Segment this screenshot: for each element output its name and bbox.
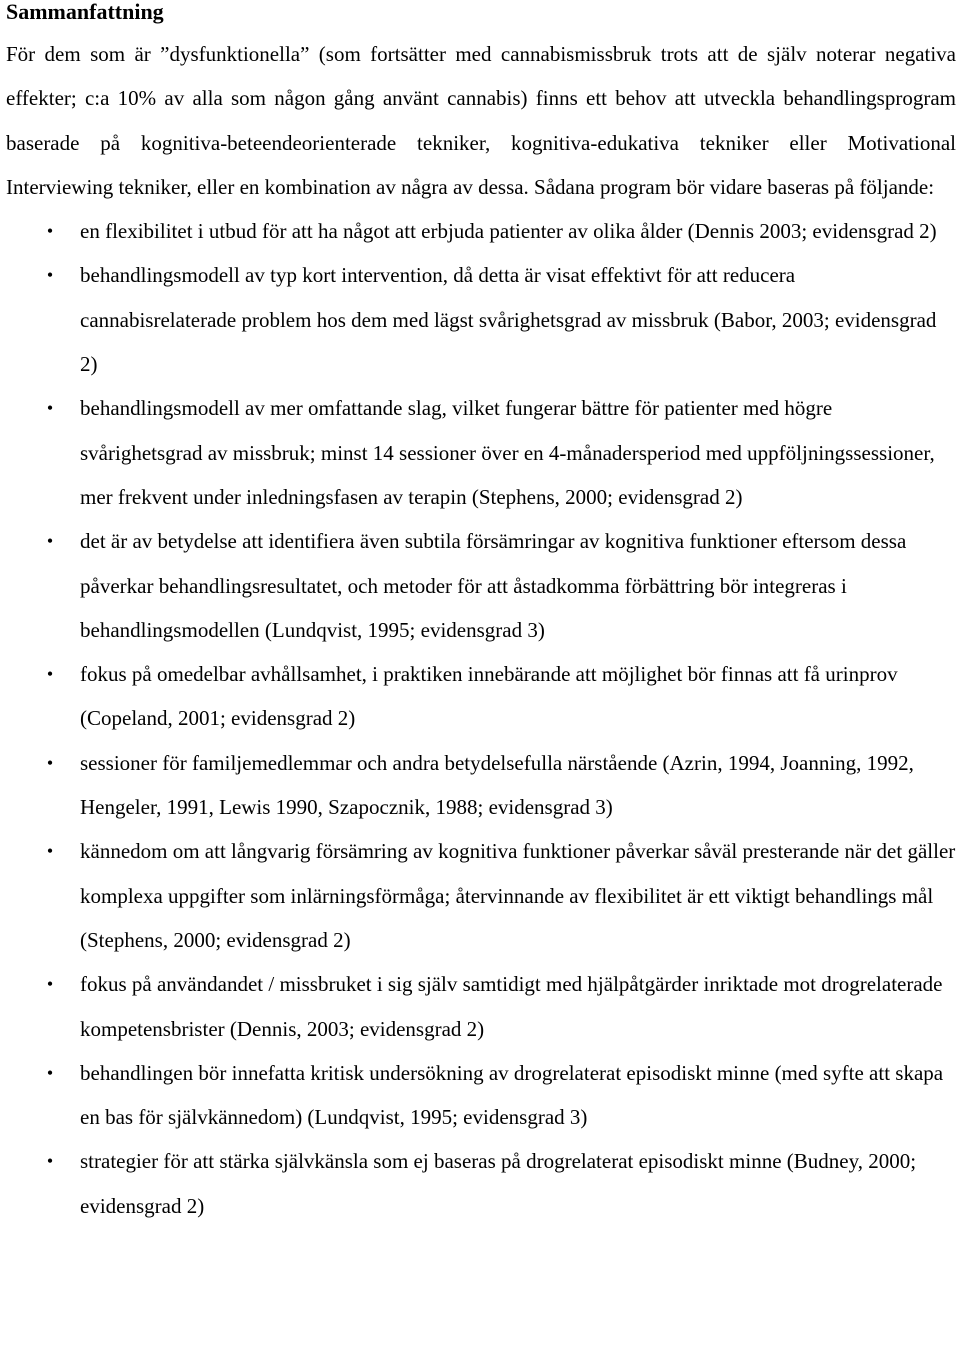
list-item	[6, 1139, 956, 1228]
list-item-text: fokus på användandet / missbruket i sig själv samtidigt med hjälpåtgärder inriktade mot drogrelaterade kompetensbrister (Dennis, 2003; evidensgrad 2)	[80, 972, 943, 1041]
section-heading: Sammanfattning	[6, 0, 164, 24]
list-item	[6, 253, 956, 386]
bullet-icon: •	[46, 664, 54, 685]
list-item-text: kännedom om att långvarig försämring av kognitiva funktioner påverkar såväl presterande när det gäller komplexa uppgifter som inlärningsförmåga; återvinnande av flexibilitet är ett viktigt behandlings mål (Stephens, 2000; evidensgrad 2)	[80, 839, 956, 952]
list-item	[6, 829, 956, 962]
list-item	[6, 519, 956, 652]
list-item-text: behandlingen bör innefatta kritisk undersökning av drogrelaterat episodiskt minne (med syfte att skapa en bas för självkännedom) (Lundqvist, 1995; evidensgrad 3)	[80, 1060, 944, 1130]
list-item	[6, 386, 956, 519]
list-item-text: det är av betydelse att identifiera även subtila försämringar av kognitiva funktioner eftersom dessa påverkar behandlingsresultatet, och metoder för att åstadkomma förbättring bör integreras i behandlingsmodellen (Lundqvist, 1995; evidensgrad 3)	[80, 529, 907, 642]
list-item	[6, 741, 956, 830]
list-item-text: behandlingsmodell av typ kort intervention, då detta är visat effektivt för att reducera cannabisrelaterade problem hos dem med lägst svårighetsgrad av missbruk (Babor, 2003; evidensgrad 2)	[80, 263, 937, 377]
bullet-icon: •	[46, 265, 54, 286]
bullet-icon: •	[46, 1151, 54, 1172]
bullet-icon: •	[46, 398, 54, 419]
recommendation-list	[6, 209, 956, 1228]
list-item	[6, 962, 956, 1051]
bullet-icon: •	[46, 752, 54, 773]
bullet-icon: •	[46, 974, 54, 995]
bullet-icon: •	[46, 221, 54, 242]
list-item	[6, 209, 956, 253]
list-item-text: strategier för att stärka självkänsla som ej baseras på drogrelaterat episodiskt minne (Budney, 2000; evidensgrad 2)	[80, 1149, 917, 1218]
bullet-icon: •	[46, 531, 54, 552]
list-item-text: sessioner för familjemedlemmar och andra betydelsefulla närstående (Azrin, 1994, Joanning, 1992, Hengeler, 1991, Lewis 1990, Szapocznik, 1988; evidensgrad 3)	[80, 750, 914, 820]
list-item-text: en flexibilitet i utbud för att ha något att erbjuda patienter av olika ålder (Dennis 2003; evidensgrad 2)	[80, 219, 937, 244]
bullet-icon: •	[46, 841, 54, 862]
bullet-icon: •	[46, 1062, 54, 1083]
list-item	[6, 652, 956, 741]
list-item-text: fokus på omedelbar avhållsamhet, i praktiken innebärande att möjlighet bör finnas att få urinprov (Copeland, 2001; evidensgrad 2)	[80, 662, 898, 731]
list-item-text: behandlingsmodell av mer omfattande slag, vilket fungerar bättre för patienter med högre svårighetsgrad av missbruk; minst 14 sessioner över en 4-månadersperiod med uppföljningssessioner, mer frekvent under inledningsfasen av terapin (Stephens, 2000; evidensgrad 2)	[80, 396, 935, 509]
intro-paragraph: För dem som är ”dysfunktionella” (som fortsätter med cannabismissbruk trots att de själv noterar negativa effekter; c:a 10% av alla som någon gång använt cannabis) finns ett behov att utveckla behandlingsprogram baserade på kognitiva-beteendeorienterade tekniker, kognitiva-edukativa tekniker eller Motivational Interviewing tekniker, eller en kombination av några av dessa. Sådana program bör vidare baseras på följande:	[6, 42, 956, 199]
list-item	[6, 1051, 956, 1140]
